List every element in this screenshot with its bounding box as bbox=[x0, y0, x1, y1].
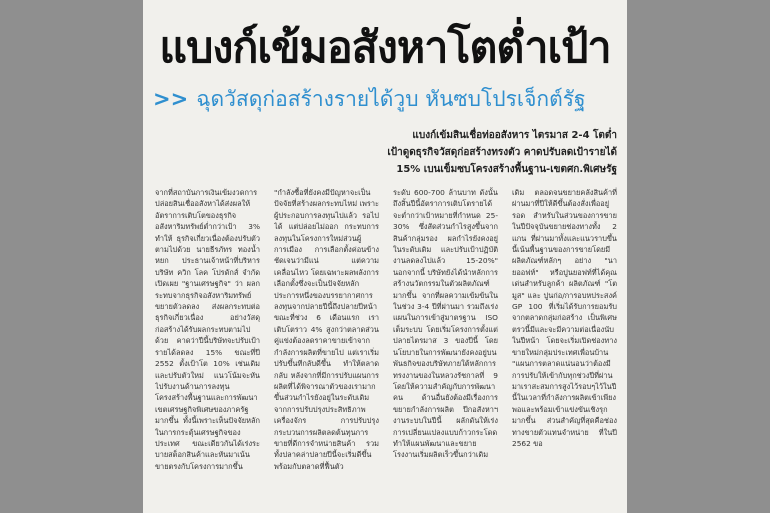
body-text: เดิม ตลอดจนขยายคลังสินค้าที่ผ่านมาที่ปีให้ดีขึ้นต้องสั่งเพื่ออยู่รอด สำหรับในส่วนของการขายในปีปัจจุบันขยายช่องทางทั้ง 2 แกน ที่ผ่านมาทั้งและแนวราบขึ้นนี้เน้นพื้นฐานของการขายโดยมีผลิตภัณฑ์หลักๆ อย่าง "นายออฟท์" หรือปูนยอฟท์ที่ได้คุณเด่นสำหรับลูกค้า ผลิตภัณฑ์ "โตมูส" และ ปูนก่อ/การอบหประสงค์ GP 100 ที่เริ่มได้รับการยอมรับจากตลาดกลุ่มก่อสร้าง เป็นพิเศษตรวนี้มีและจะมีความต่อเนื่องนับในปีหน้า โดยจะเริ่มเปิดช่องทางขายใหม่กลุ่มประเทศเพื่อนบ้าน "แผนการตลาดแน่นอนว่าต้องมีการปรับให้เข้ากับทุกช่วงปีที่ผ่านมาเราสะสมการสูงไว้รอบๆไว้ในปีนี้ในเวลาที่กำลังการผลิตเข้าเพียงพอและพร้อมเข้าแข่งขันเชิงรุกมากขึ้น ส่วนสำคัญที่สุดคือช่องทางขายตัวแทนจำหน่าย ที่ในปี 2562 ขอ bbox=[512, 188, 617, 448]
deck-line: 15% เบนเข็มซบโครงสร้างพื้นฐาน-เขตศก.พิเศษรัฐ bbox=[396, 164, 617, 175]
deck-line: เป้าดูดธุรกิจวัสดุก่อสร้างทรงตัว คาดปรับลดเป้ารายได้ bbox=[387, 147, 617, 158]
body-column-1 bbox=[155, 187, 260, 513]
body-column-2 bbox=[274, 187, 379, 513]
article-deck bbox=[299, 127, 617, 178]
subhead-marker: >> bbox=[153, 87, 189, 111]
body-text: "กำลังซื้อที่ยังคงมีปัญหาจะเป็นปัจจัยที่สร้างผลกระทบไหม่ เพราะผู้ประกอบการลงทุนไปแล้ว รอไปได้ แต่ปล่อยไม่ออก กระทบการลงทุนในโครงการใหม่ส่วนผู้การเมือง การเลือกตั้งค่อนข้างชัดเจนว่ามีแน่ แต่ความเคลื่อนไหว โดยเฉพาะผลพลังการเลือกตั้งซึ่งจะเป็นปัจจัยหลักประการหนึ่งของบรรยากาศการลงทุนจากปลายปีนี้ถึงปลายปีหน้า ขณะที่ช่วง 6 เดือนแรก เราเติบโตราว 4% สูงกว่าตลาดส่วนคู่แข่งต้องลดราคาขายเข้าจากกำลังการผลิตที่ขายไป แต่เราเริ่มปรับขึ้นทีกลับดีขึ้น ทำให้ตลาดกลับ หลังจากที่มีการปรับแผนการผลิตที่ได้พิจารณาตัวของเรามากขึ้นส่วนกำไรยังอยู่ในระดับเดิม จากการปรับปรุงประสิทธิภาพเครื่องจักร การปรับปรุงกระบวนการผลิตลดต้นทุนการขายที่ดีการจำหน่ายสินค้า รวมทั้งปลาคล่าปลายปีนี้จะเริ่มดีขึ้นพร้อมกับตลาดที่ฟื้นตัว bbox=[274, 188, 379, 471]
deck-line: แบงก์เข้มสินเชื่อท่ออสังหาร ไตรมาส 2-4 โตต่ำ bbox=[412, 130, 617, 141]
body-text: ระดับ 600-700 ล้านบาท ดังนั้นถึงสิ้นปีนี้อัตราการเติบโตรายได้จะต่ำกว่าเป้าหมายที่กำหนด 25-30% ซึ่งสัดส่วนกำไรสูงขึ้นจากสินค้ากลุ่มรอง ผลกำไรยังคงอยู่ในระดับเดิม และปรับเป้าปฏิบัติงานลดลงไปแล้ว 15-20%" นอกจากนี้ บริษัทยังได้นำหลักการสร้างนวัตกรรมในตัวผลิตภัณฑ์มากขึ้น จากที่ผลความเข้มข้นในในช่วง 3-4 ปีที่ผ่านมา รวมถึงเร่งแผนในการเข้าสู่มาตรฐาน ISO เต็มระบบ โดยเริ่มโครงการตั้งแต่ปลายไตรมาส 3 ของปีนี้ โดยนโยบายในการพัฒนายังคงอยู่บนพันธกิจของบริษัทภายใต้หลักการทรงงานของในหลวงรัชกาลที่ 9 โดยให้ความสำคัญกับการพัฒนาคน ด้านอื่นยังต้องมีเรื่องการขยายกำลังการผลิต ปีกอสังหาฯ งานระบบในปีนี้ ผลักดันให้เร่งการเปลี่ยนแปลงแบบก้าวกระโดด ทำให้แผนพัฒนาและขยายโรงงานเริ่มผลิตเร็วขึ้นกว่าเดิม bbox=[393, 188, 498, 460]
article-body bbox=[143, 187, 627, 513]
body-column-4 bbox=[512, 187, 617, 513]
body-text: จากที่สถาบันการเงินเข้มงวดการปล่อยสินเชื่ออสังหาได้ส่งผลให้อัตราการเติบโตของธุรกิจอสังหาริมทรัพย์ต่ำกว่าเป้า 3% ทำให้ ธุรกิจเกี่ยวเนื่องต้องปรับตัวตามไปด้วย นายธีรภัทร ทองน้ำหยก ประธานเจ้าหน้าที่บริหาร บริษัท ควิก โลค โปรดักส์ จำกัด เปิดเผย "ฐานเศรษฐกิจ" ว่า ผลกระทบจากธุรกิจอสังหาริมทรัพย์ขยายตัวลดลง ส่งผลกระทบต่อธุรกิจเกี่ยวเนื่อง อย่างวัสดุก่อสร้างได้รับผลกระทบตามไปด้วย คาดว่าปีนี้บริษัทจะปรับเป้ารายได้ลดลง 15% ขณะที่ปี 2552 ตั้งเป้าโต 10% เช่นเดิมและปรับตัวใหม่ แนวโน้มจะหันไปรับงานด้านการลงทุนโครงสร้างพื้นฐานและการพัฒนาเขตเศรษฐกิจพิเศษของภาครัฐมากขึ้น ทั้งนี้เพราะเห็นปัจจัยหลักในการกระตุ้นเศรษฐกิจของประเทศ ขณะเดียวกันได้เร่งระบายสต็อกสินค้าและหันมาเน้นขายตรงกับโครงการมากขึ้น bbox=[155, 188, 260, 471]
article-headline: แบงก์เข้มอสังหาโตต่ำเป้า bbox=[159, 23, 611, 73]
body-column-3 bbox=[393, 187, 498, 513]
newspaper-page bbox=[143, 0, 627, 513]
article-subhead bbox=[153, 84, 586, 114]
subhead-text: ฉุดวัสดุก่อสร้างรายได้วูบ หันซบโปรเจ็กต์รัฐ bbox=[196, 87, 586, 111]
